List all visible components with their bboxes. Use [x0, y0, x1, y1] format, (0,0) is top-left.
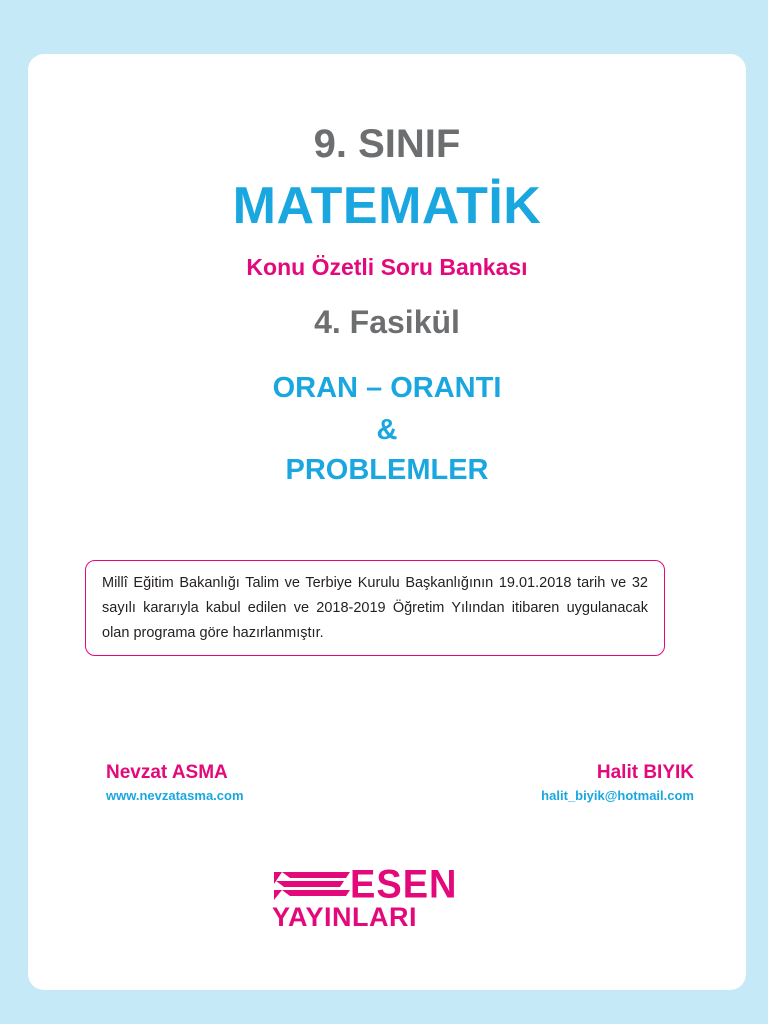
esen-stripes-logo-icon	[272, 868, 356, 902]
publisher-name-line1: ESEN	[350, 862, 458, 908]
cover-page	[28, 54, 746, 990]
topic-line-1: ORAN – ORANTI	[272, 372, 502, 404]
author-left	[106, 762, 244, 803]
curriculum-notice-box	[85, 560, 665, 656]
topic-line-3: PROBLEMLER	[285, 454, 489, 486]
author-email: halit_biyik@hotmail.com	[541, 788, 694, 803]
publisher-logo	[272, 864, 492, 934]
author-website: www.nevzatasma.com	[106, 788, 244, 803]
author-name: Nevzat ASMA	[106, 762, 228, 783]
author-right	[541, 762, 694, 803]
author-name: Halit BIYIK	[596, 762, 694, 783]
publisher-name-line2: YAYINLARI	[272, 902, 418, 932]
subject-title: MATEMATİK	[232, 177, 542, 235]
book-subtitle: Konu Özetli Soru Bankası	[246, 254, 528, 280]
grade-title: 9. SINIF	[313, 122, 461, 166]
curriculum-notice-text: Millî Eğitim Bakanlığı Talim ve Terbiye Kurulu Başkanlığının 19.01.2018 tarih ve 32 sayılı kararıyla kabul edilen ve 2018-2019 Öğretim Yılından itibaren uygulanacak olan programa göre hazırlanmıştır.	[102, 575, 648, 641]
fascicle-number: 4. Fasikül	[314, 304, 460, 340]
topic-line-2: &	[376, 414, 398, 446]
